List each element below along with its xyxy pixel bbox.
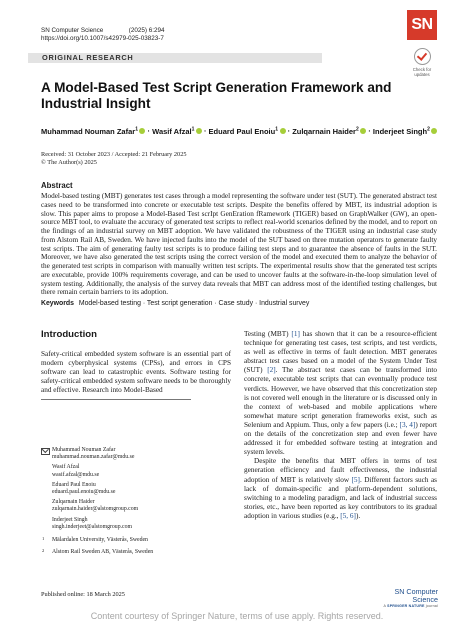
contact-email[interactable]: eduard.paul.enoiu@mdu.se	[52, 489, 116, 496]
orcid-icon[interactable]	[360, 128, 366, 134]
article-dates	[41, 151, 187, 167]
contact-email[interactable]: wasif.afzal@mdu.se	[52, 471, 100, 478]
running-header	[41, 27, 165, 44]
orcid-icon[interactable]	[280, 128, 286, 134]
footer-journal-name: SN Computer Science	[394, 587, 438, 604]
contact-name: Zulqarnain Haider	[52, 499, 95, 506]
copyright: © The Author(s) 2025	[41, 159, 97, 167]
keyword: Test script generation	[146, 300, 213, 307]
courtesy-notice: Content courtesy of Springer Nature, terms of use apply. Rights reserved.	[90, 611, 384, 621]
contact-footnotes	[41, 447, 153, 556]
introduction-heading: Introduction	[41, 329, 97, 340]
keywords-label: Keywords	[41, 300, 74, 307]
received-accepted: Received: 31 October 2023 / Accepted: 21 February 2025	[41, 151, 187, 158]
check-updates-icon	[414, 48, 431, 65]
contact-email[interactable]: singh.inderjeet@alstomgroup.com	[52, 523, 133, 530]
header-volume: (2025) 6:294	[128, 27, 165, 34]
intro-paragraph-1: Testing (MBT) [1] has shown that it can be a resource-efficient technique for generating test cases, test scripts, and test verdicts, as well as effective in terms of fault detection. MBT generates abstract test cases based on a model of the System Under Test (SUT) [2]. The abstract test cases can be transformed into concrete, executable test scripts that can eventually produce test verdicts. However, we have observed that this concretization step is not covered well enough in the literature or is discussed only in the context of web-based and mobile applications where somewhat mature script generation frameworks exist, such as Selenium and Appium. Thus, only a few papers (i.e.; [3, 4]) report on the details of the concretization step and even fewer have addressed it for embedded software testing at integration and system levels.	[244, 330, 438, 457]
affiliation: 2 Alstom Rail Sweden AB, Västerås, Sweden	[42, 548, 154, 556]
orcid-icon[interactable]	[431, 128, 437, 134]
author[interactable]: Zulqarnain Haider$^2$	[292, 127, 366, 136]
introduction-right-text	[244, 330, 437, 521]
contact-name: Inderjeet Singh	[52, 516, 88, 523]
author[interactable]: Inderjeet Singh$^2$	[373, 127, 437, 136]
article-type-badge: ORIGINAL RESEARCH	[28, 53, 322, 63]
citation-link[interactable]: [1]	[291, 330, 300, 338]
check-for-updates[interactable]: Check for updates	[408, 48, 436, 77]
keywords: Keywords Model-based testing · Test script generation · Case study · Industrial survey	[41, 300, 310, 307]
header-journal-line	[41, 27, 165, 35]
contact-email[interactable]: muhammad.nouman.zafar@mdu.se	[52, 454, 135, 461]
intro-paragraph-2: Despite the benefits that MBT offers in terms of test generation efficiency and fault effectiveness, the industrial adoption of MBT is relatively slow [5]. Different factors such as lack of domain-specific and platform-dependent solutions, switching to a modeling paradigm, and lack of industrial success stories, etc., have been reported as key contributors to its gradual adoption in various studies (e.g., [5, 6]).	[244, 457, 437, 520]
keyword: Industrial survey	[259, 300, 310, 307]
contact-name: Muhammad Nouman Zafar	[52, 447, 116, 453]
footnote-rule	[41, 399, 191, 400]
introduction-left-text: Safety-critical embedded system software is an essential part of modern cyberphysical systems (CPSs), and errors in CPS software can lead to catastrophic events. Software testing for safety-critical embedded system software needs to be thoroughly and effective. Research into Model-Based	[41, 350, 231, 395]
abstract-heading: Abstract	[41, 181, 73, 190]
abstract-text: Model-based testing (MBT) generates test cases through a model representing the software under test (SUT). The generated abstract test cases need to be transformed into concrete or executable test scripts. Despite the benefits offered by MBT, its industrial adoption is slow. This paper aims to propose a Model-Based Test scrIpt GenEration fRamework (TIGER) based on GraphWalker (GW), an open-source MBT tool, to evaluate the accuracy of generated test scripts to reflect real-world scenarios defined by the model, and to report on the findings of an industrial survey on MBT adoption. We have validated the robustness of the TIGER using an industrial case study from Alstom Rail AB, Sweden. We have injected faults into the model of the SUT based on three mutation operators to generate faulty test scripts. The aim of generating faulty test scripts is to produce failing test steps and to guarantee the absence of faults in the SUT. Moreover, we have also generated the test scripts using the correct version of the model and executed them to analyze the behavior of the generated test scripts in comparison with manually written test scripts. The experimental results show that the generated test scripts are executable, provide 100% requirements coverage, and can be used to uncover faults at the software-in-the-loop simulation level of system testing. Additionally, the analysis of the survey data reveals that MBT can address most of the identified testing challenges, but there remain certain barriers to its adoption.	[41, 192, 437, 297]
envelope-icon	[41, 448, 50, 455]
journal-footer[interactable]	[376, 588, 438, 609]
orcid-icon[interactable]	[196, 128, 202, 134]
header-doi[interactable]: https://doi.org/10.1007/s42979-025-03823-7	[41, 35, 164, 43]
affiliation: 1 Mälardalen University, Västerås, Sweden	[42, 536, 148, 544]
author[interactable]: Muhammad Nouman Zafar$^1$	[41, 127, 145, 136]
contact-name: Wasif Afzal	[52, 464, 80, 471]
published-date: Published online: 18 March 2025	[41, 591, 125, 598]
author[interactable]: Eduard Paul Enoiu$^1$	[209, 127, 286, 136]
citation-link[interactable]: [2]	[267, 366, 276, 375]
article-title: A Model-Based Test Script Generation Framework and Industrial Insight	[41, 80, 392, 111]
keyword: Case study	[218, 300, 254, 307]
citation-link[interactable]: [3, 4]	[399, 420, 416, 429]
citation-link[interactable]: [5]	[351, 475, 360, 484]
footer-publisher: A SPRINGER NATURE journal	[383, 604, 438, 608]
header-journal: SN Computer Science	[41, 27, 104, 34]
author[interactable]: Wasif Afzal$^1$	[152, 127, 202, 136]
sn-logo: SN	[407, 10, 437, 40]
contact-name: Eduard Paul Enoiu	[52, 481, 96, 488]
contact-email[interactable]: zulqarnain.haider@alstomgroup.com	[52, 506, 139, 513]
keyword: Model-based testing	[78, 300, 141, 307]
author-list: Muhammad Nouman Zafar$^1$ · Wasif Afzal$^1$ · Eduard Paul Enoiu$^1$ · Zulqarnain Haider$^2$ · Inderjeet Singh$^2$	[41, 125, 461, 136]
citation-link[interactable]: [5, 6]	[340, 511, 356, 520]
orcid-icon[interactable]	[139, 128, 145, 134]
